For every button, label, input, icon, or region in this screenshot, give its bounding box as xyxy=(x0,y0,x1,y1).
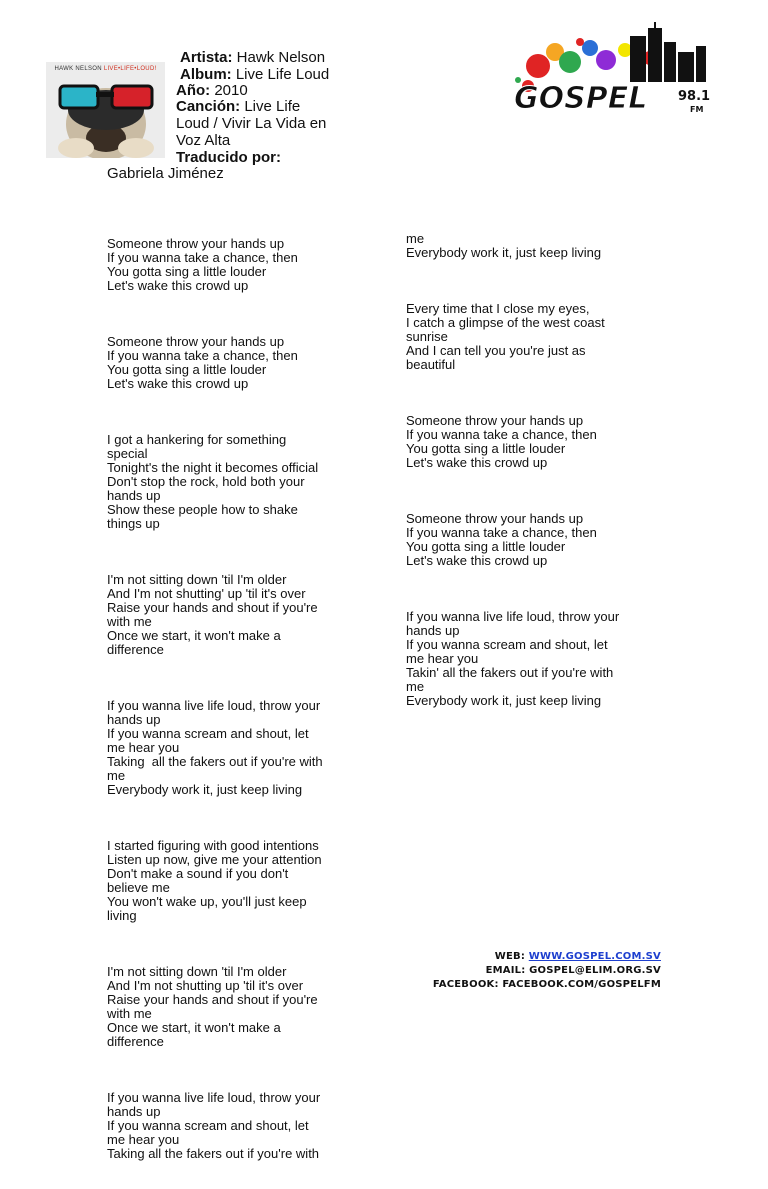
lyric-stanza: I'm not sitting down 'til I'm older And I'm not shutting' up 'til it's over Raise your hands and shout if you're with me Once we start, it won't make a difference xyxy=(107,572,318,657)
band-label: FM xyxy=(690,105,704,114)
lyric-stanza: Someone throw your hands up If you wanna take a chance, then You gotta sing a little louder Let's wake this crowd up xyxy=(107,334,298,391)
gospel-wordmark: GOSPEL xyxy=(514,81,648,116)
lyric-stanza: Someone throw your hands up If you wanna take a chance, then You gotta sing a little louder Let's wake this crowd up xyxy=(107,236,298,293)
song-line-2: Loud / Vivir La Vida en xyxy=(176,115,327,132)
facebook-line: FACEBOOK: FACEBOOK.COM/GOSPELFM xyxy=(432,979,661,990)
lyric-stanza: If you wanna live life loud, throw your hands up If you wanna scream and shout, let me hear you Taking all the fakers out if you're with me Everybody work it, just keep living xyxy=(107,698,323,797)
artist-label: Artista: xyxy=(180,49,233,66)
lyric-stanza: I started figuring with good intentions Listen up now, give me your attention Don't make a sound if you don't believe me You won't wake up, you'll just keep living xyxy=(107,838,322,923)
translator-label: Traducido por: xyxy=(176,149,281,166)
web-label: WEB: xyxy=(494,951,529,962)
contact-footer xyxy=(433,950,661,992)
year-value: 2010 xyxy=(210,82,248,99)
lyrics-column-1 xyxy=(107,209,369,1189)
translator-name: Gabriela Jiménez xyxy=(107,165,224,182)
song-value: Live Life xyxy=(240,98,301,115)
artist-value: Hawk Nelson xyxy=(232,49,326,66)
song-line-3: Voz Alta xyxy=(176,132,231,149)
lyric-stanza: If you wanna live life loud, throw your hands up If you wanna scream and shout, let me hear you Taking all the fakers out if you're with xyxy=(107,1090,321,1161)
year-label: Año: xyxy=(176,82,211,99)
artist-line xyxy=(180,49,325,66)
song-line xyxy=(176,98,300,115)
lyric-stanza: If you wanna live life loud, throw your hands up If you wanna scream and shout, let me hear you Takin' all the fakers out if you're with me Everybody work it, just keep living xyxy=(406,609,620,708)
album-label: Album: xyxy=(180,66,232,83)
website-link[interactable]: WWW.GOSPEL.COM.SV xyxy=(528,951,661,962)
city-skyline-decoration xyxy=(630,22,706,82)
lyric-stanza: I got a hankering for something special Tonight's the night it becomes official Don't stop the rock, hold both your hands up Show these people how to shake things up xyxy=(107,432,319,531)
pug-with-3d-glasses-illustration xyxy=(46,62,165,158)
lyric-stanza: I'm not sitting down 'til I'm older And I'm not shutting up 'til it's over Raise your hands and shout if you're with me Once we start, it won't make a difference xyxy=(107,964,318,1049)
album-cover-image xyxy=(46,62,165,158)
song-label: Canción: xyxy=(176,98,241,115)
lyric-stanza: Someone throw your hands up If you wanna take a chance, then You gotta sing a little louder Let's wake this crowd up xyxy=(406,511,597,568)
email-line: EMAIL: GOSPEL@ELIM.ORG.SV xyxy=(485,965,661,976)
lyric-stanza: me Everybody work it, just keep living xyxy=(406,231,602,260)
lyric-stanza: Every time that I close my eyes, I catch a glimpse of the west coast sunrise And I can tell you you're just as beautiful xyxy=(406,301,605,372)
album-value: Live Life Loud xyxy=(231,66,330,83)
gospel-fm-logo xyxy=(510,22,720,132)
web-line xyxy=(433,950,661,964)
lyrics-column-2 xyxy=(406,204,668,736)
cover-title: HAWK NELSON LIVE•LIFE•LOUD! xyxy=(54,66,157,72)
lyric-stanza: Someone throw your hands up If you wanna take a chance, then You gotta sing a little louder Let's wake this crowd up xyxy=(406,413,597,470)
frequency-label: 98.1 xyxy=(678,89,711,104)
album-line xyxy=(180,66,329,83)
year-line xyxy=(176,82,248,99)
